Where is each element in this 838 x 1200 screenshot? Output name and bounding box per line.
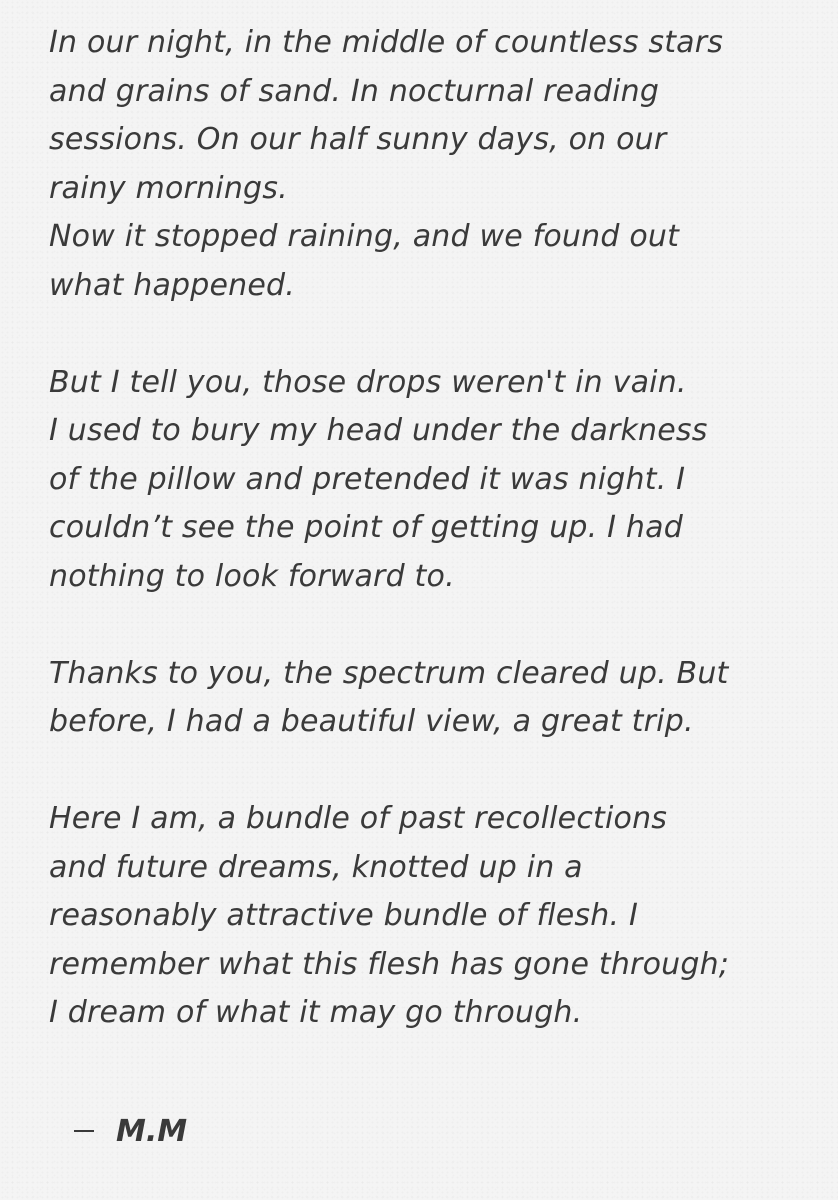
stanza-break <box>49 601 808 650</box>
stanza-3 <box>49 650 808 747</box>
poem-line: reasonably attractive bundle of flesh. I <box>49 898 639 933</box>
poem-line: sessions. On our half sunny days, on our <box>49 122 667 157</box>
stanza-4 <box>49 795 808 1038</box>
poem-line: In our night, in the middle of countless stars <box>49 25 724 60</box>
stanza-break <box>49 310 808 359</box>
poem-line: Here I am, a bundle of past recollections <box>49 801 668 836</box>
stanza-1 <box>49 19 808 310</box>
signature <box>74 1108 187 1156</box>
poem-line: couldn’t see the point of getting up. I had <box>49 510 683 545</box>
poem-line: of the pillow and pretended it was night. I <box>49 461 686 497</box>
poem-line: rainy mornings. <box>49 170 288 206</box>
poem-line: I used to bury my head under the darkness <box>49 413 708 448</box>
poem-line: Now it stopped raining, and we found out <box>49 219 680 254</box>
stanza-2 <box>49 359 808 602</box>
poem-line: what happened. <box>49 267 296 303</box>
signature-dash <box>74 1130 94 1132</box>
poem-line: I dream of what it may go through. <box>49 995 583 1030</box>
poem-line: remember what this flesh has gone through; <box>49 946 730 982</box>
stanza-break <box>49 747 808 796</box>
poem-line: and grains of sand. In nocturnal reading <box>49 73 660 109</box>
signature-name: M.M <box>116 1114 188 1149</box>
poem-line: before, I had a beautiful view, a great trip. <box>49 704 694 739</box>
poem-line: But I tell you, those drops weren't in vain. <box>49 364 687 400</box>
poem-line: nothing to look forward to. <box>49 558 455 594</box>
poem-line: Thanks to you, the spectrum cleared up. But <box>49 655 729 691</box>
poem-line: and future dreams, knotted up in a <box>49 849 583 885</box>
